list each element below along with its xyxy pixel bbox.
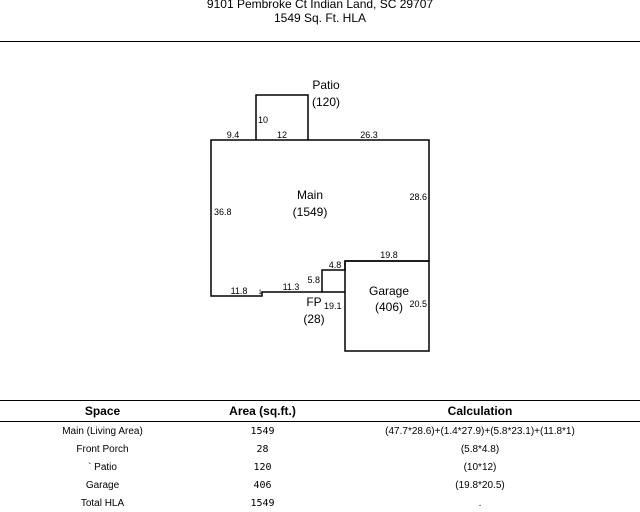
area-cell: 120 <box>253 461 272 473</box>
space-cell: ` Patio <box>88 461 117 473</box>
dim-patio-height: 10 <box>258 115 269 125</box>
dim-main-top-left: 9.4 <box>226 130 240 140</box>
dim-main-top-right: 26.3 <box>360 130 378 140</box>
dim-garage-right: 20.5 <box>409 299 427 309</box>
area-cell: 1549 <box>250 497 275 509</box>
space-cell: Garage <box>85 479 120 491</box>
garage-name: Garage <box>368 284 410 298</box>
address-header: 9101 Pembroke Ct Indian Land, SC 29707 <box>206 0 434 11</box>
dim-patio-width: 12 <box>276 130 288 140</box>
table-row <box>0 458 640 476</box>
dim-garage-top: 19.8 <box>380 250 398 260</box>
front-porch-area: (28) <box>303 312 325 326</box>
table-row <box>0 422 640 441</box>
dim-bottom-jog: 1 <box>258 290 262 296</box>
dim-porch-left: 5.8 <box>307 275 320 285</box>
space-cell: Main (Living Area) <box>62 425 143 437</box>
hla-header: 1549 Sq. Ft. HLA <box>273 11 367 25</box>
area-table <box>0 400 640 512</box>
table-row <box>0 494 640 512</box>
table-row <box>0 440 640 458</box>
patio-area: (120) <box>311 95 341 109</box>
space-cell: Total HLA <box>80 497 125 509</box>
area-header: Area (sq.ft.) <box>205 401 320 422</box>
area-cell: 1549 <box>250 425 275 437</box>
dim-bottom-left: 11.8 <box>230 286 248 296</box>
front-porch-name: FP <box>306 295 322 309</box>
calculation-cell: (19.8*20.5) <box>455 479 505 491</box>
dim-porch-top: 4.8 <box>328 260 342 270</box>
dim-main-right: 28.6 <box>409 192 427 202</box>
dim-bottom-mid: 11.3 <box>282 282 300 292</box>
space-cell: Front Porch <box>76 443 129 455</box>
table-header-row <box>0 401 640 422</box>
calculation-cell: (5.8*4.8) <box>460 443 500 455</box>
calculation-header: Calculation <box>320 401 640 422</box>
table-row <box>0 476 640 494</box>
dim-main-left: 36.8 <box>214 207 232 217</box>
dim-garage-left: 19.1 <box>324 301 342 311</box>
area-cell: 406 <box>253 479 272 491</box>
calculation-cell: (47.7*28.6)+(1.4*27.9)+(5.8*23.1)+(11.8*1) <box>385 425 575 437</box>
garage-area: (406) <box>374 300 404 314</box>
main-name: Main <box>296 188 324 202</box>
main-area: (1549) <box>292 205 328 219</box>
area-cell: 28 <box>256 443 269 455</box>
patio-name: Patio <box>312 78 340 92</box>
calculation-cell: . <box>478 497 482 509</box>
calculation-cell: (10*12) <box>463 461 497 473</box>
space-header: Space <box>0 401 205 422</box>
